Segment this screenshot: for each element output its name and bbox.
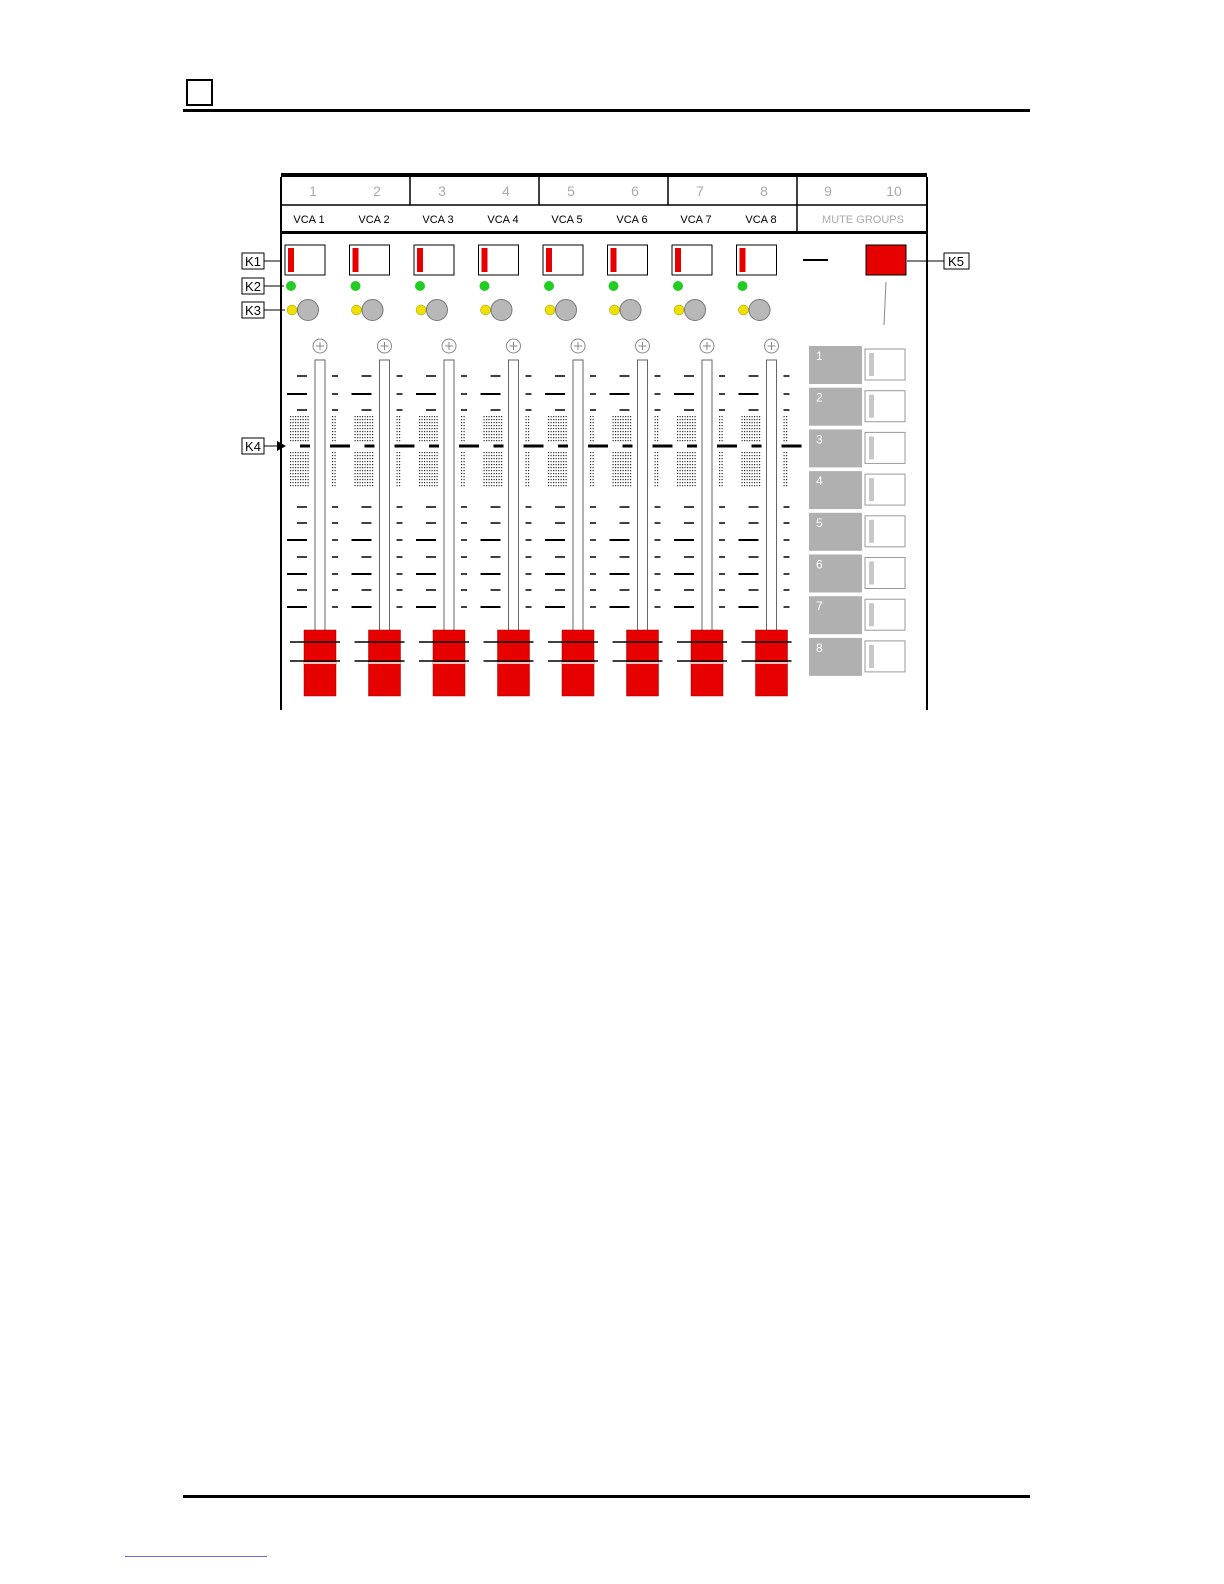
select-led <box>481 305 491 315</box>
mute-group-number: 3 <box>816 432 823 447</box>
footer-rule <box>183 1495 1030 1498</box>
vca-label: VCA 5 <box>551 214 583 226</box>
status-led <box>351 281 361 291</box>
channel-strip <box>672 245 737 696</box>
vca-labels <box>293 214 904 226</box>
vca-label: VCA 3 <box>422 214 454 226</box>
select-led <box>352 305 362 315</box>
mute-group-indicator <box>869 395 874 418</box>
select-knob[interactable] <box>362 300 383 321</box>
scale-dots <box>419 416 465 486</box>
mute-group-number: 7 <box>816 599 823 614</box>
svg-text:K1: K1 <box>245 254 261 269</box>
scale-dots <box>484 416 530 486</box>
select-led <box>287 305 297 315</box>
mute-group-indicator <box>869 478 874 501</box>
mute-group <box>809 388 905 426</box>
mute-group-indicator <box>869 645 874 668</box>
select-led <box>610 305 620 315</box>
mute-group-number: 6 <box>816 557 823 572</box>
svg-text:K4: K4 <box>245 439 261 454</box>
mute-group <box>809 429 905 467</box>
mute-indicator <box>417 248 423 272</box>
channel-number: 8 <box>760 183 768 199</box>
status-led <box>673 281 683 291</box>
footer-link-underline <box>125 1556 267 1557</box>
channel-strip <box>285 245 350 696</box>
vca-label: VCA 4 <box>487 214 519 226</box>
channel-number: 5 <box>567 183 575 199</box>
channel-strip <box>414 245 479 696</box>
mute-group-indicator <box>869 603 874 626</box>
mute-indicator <box>546 248 552 272</box>
svg-text:K5: K5 <box>948 254 964 269</box>
select-led <box>545 305 555 315</box>
mute-group-number: 8 <box>816 640 823 655</box>
mute-group <box>809 346 905 384</box>
status-led <box>738 281 748 291</box>
scale-dots <box>742 416 788 486</box>
mute-group-number: 1 <box>816 349 823 363</box>
channel-strips <box>285 245 802 696</box>
mute-group-number: 5 <box>816 515 823 530</box>
channel-strip <box>479 245 544 696</box>
status-led <box>286 281 296 291</box>
select-led <box>739 305 749 315</box>
mute-group-number: 4 <box>816 474 823 489</box>
scale-dots <box>677 416 723 486</box>
svg-text:K2: K2 <box>245 279 261 294</box>
status-led <box>609 281 619 291</box>
mute-indicator <box>353 248 359 272</box>
vca-label: VCA 7 <box>680 214 712 226</box>
master-mute-section <box>803 245 906 325</box>
channel-strip <box>543 245 608 696</box>
channel-number: 9 <box>824 183 832 199</box>
mute-group-number: 2 <box>816 390 823 405</box>
vca-label: VCA 6 <box>616 214 648 226</box>
mute-group-indicator <box>869 520 874 543</box>
channel-number: 2 <box>373 183 381 199</box>
channel-number: 6 <box>631 183 639 199</box>
scale-dots <box>548 416 594 486</box>
callout-k2 <box>242 278 284 294</box>
channel-number: 10 <box>886 183 902 199</box>
mute-group <box>809 638 905 676</box>
mute-group-indicator <box>869 562 874 585</box>
master-mute-button[interactable] <box>866 245 906 275</box>
select-knob[interactable] <box>685 300 706 321</box>
mute-group <box>809 555 905 593</box>
mute-group-indicator <box>869 436 874 459</box>
status-led <box>415 281 425 291</box>
scale-dots <box>613 416 659 486</box>
callout-k1 <box>242 253 281 269</box>
scale-dots <box>290 416 336 486</box>
channel-strip <box>608 245 673 696</box>
callout-k4 <box>242 438 286 454</box>
vca-label: VCA 1 <box>293 214 325 226</box>
channel-strip <box>737 245 802 696</box>
select-knob[interactable] <box>427 300 448 321</box>
vca-label: VCA 2 <box>358 214 390 226</box>
master-connector-line <box>884 282 886 325</box>
mute-group-buttons <box>809 346 905 676</box>
channel-number: 1 <box>309 183 317 199</box>
select-knob[interactable] <box>491 300 512 321</box>
select-knob[interactable] <box>620 300 641 321</box>
vca-label: VCA 8 <box>745 214 777 226</box>
mute-group <box>809 471 905 509</box>
select-knob[interactable] <box>298 300 319 321</box>
mute-indicator <box>740 248 746 272</box>
select-led <box>416 305 426 315</box>
channel-number: 3 <box>438 183 446 199</box>
channel-number: 7 <box>696 183 704 199</box>
scale-dots <box>355 416 401 486</box>
channel-number: 4 <box>502 183 510 199</box>
status-led <box>544 281 554 291</box>
mute-group <box>809 596 905 634</box>
mute-group-indicator <box>869 353 874 376</box>
mute-groups-label: MUTE GROUPS <box>822 214 904 226</box>
callout-k3 <box>242 302 285 318</box>
channel-numbers <box>309 183 902 199</box>
select-knob[interactable] <box>556 300 577 321</box>
mute-indicator <box>675 248 681 272</box>
mute-indicator <box>611 248 617 272</box>
mute-indicator <box>288 248 294 272</box>
mute-group <box>809 513 905 551</box>
channel-strip <box>350 245 415 696</box>
status-led <box>480 281 490 291</box>
select-knob[interactable] <box>749 300 770 321</box>
svg-text:K3: K3 <box>245 303 261 318</box>
select-led <box>674 305 684 315</box>
callout-k5 <box>907 253 969 269</box>
mute-indicator <box>482 248 488 272</box>
